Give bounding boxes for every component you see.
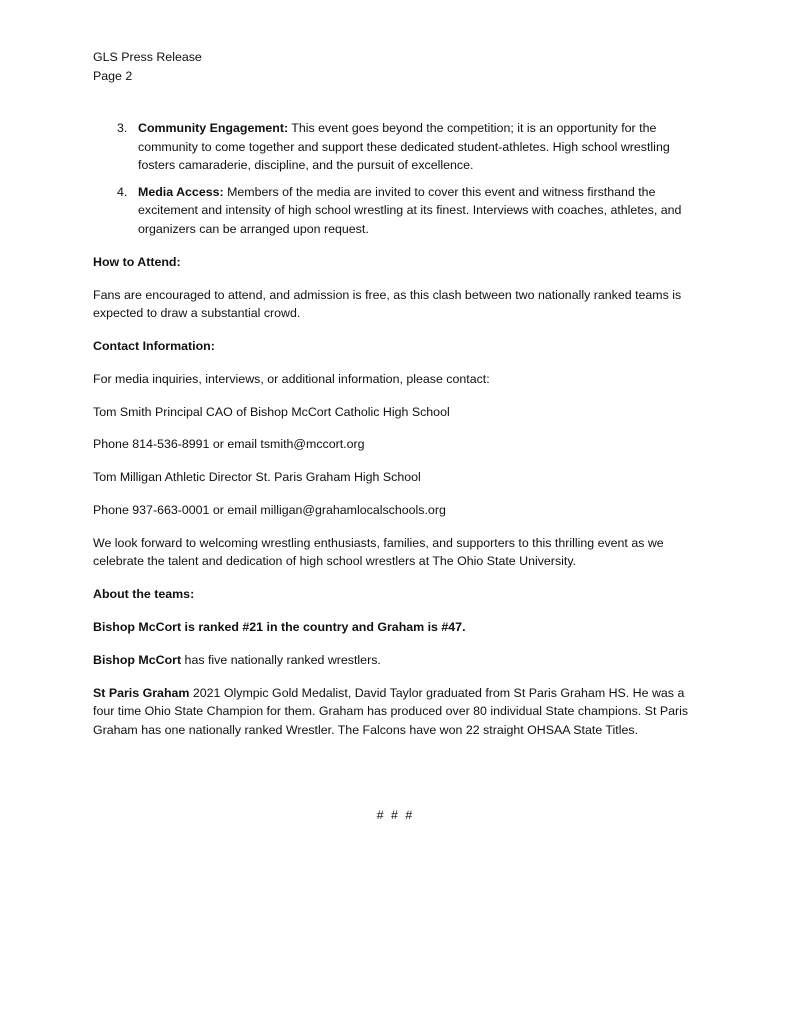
contact-person-1: Tom Smith Principal CAO of Bishop McCort Catholic High School <box>93 404 450 419</box>
list-item-text <box>138 119 703 175</box>
graham-paragraph <box>93 684 703 740</box>
graham-text: 2021 Olympic Gold Medalist, David Taylor graduated from St Paris Graham HS. He was a four time Ohio State Champion for them. Graham has produced over 80 individual State champions. St Paris Graham has one nationally ranked Wrestler. The Falcons have won 22 straight OHSAA State Titles. <box>93 685 689 737</box>
list-item-term: Media Access: <box>138 184 224 199</box>
ranking-statement: Bishop McCort is ranked #21 in the country and Graham is #47. <box>93 619 466 634</box>
mccort-text: has five nationally ranked wrestlers. <box>181 652 381 667</box>
attend-heading: How to Attend: <box>93 255 181 269</box>
list-item <box>93 119 703 175</box>
contact-intro: For media inquiries, interviews, or additional information, please contact: <box>93 371 490 386</box>
contact-phone-2: Phone 937-663-0001 or email milligan@grahamlocalschools.org <box>93 503 446 518</box>
list-item-text <box>138 183 703 239</box>
contact-person-2: Tom Milligan Athletic Director St. Paris Graham High School <box>93 470 421 485</box>
list-number: 4. <box>117 184 128 199</box>
document-body <box>93 253 703 753</box>
closing-paragraph: We look forward to welcoming wrestling enthusiasts, families, and supporters to this thrilling event as we celebrate the talent and dedication of high school wrestlers at The Ohio State University. <box>93 535 664 569</box>
contact-heading: Contact Information: <box>93 339 215 354</box>
end-mark: # # # <box>376 808 415 822</box>
mccort-name: Bishop McCort <box>93 652 182 667</box>
list-item-description: Members of the media are invited to cover this event and witness firsthand the excitement and intensity of high school wrestling at its finest. Interviews with coaches, athletes, and organizers can be arranged upon request. <box>138 184 682 236</box>
graham-name: St Paris Graham <box>93 685 190 700</box>
list-item-term: Community Engagement: <box>138 121 289 135</box>
mccort-paragraph <box>93 651 703 670</box>
list-item-description: This event goes beyond the competition; it is an opportunity for the community to come together and support these dedicated student-athletes. High school wrestling fosters camaraderie, discipline, and the pursuit of excellence. <box>138 121 670 172</box>
attend-paragraph: Fans are encouraged to attend, and admission is free, as this clash between two nationally ranked teams is expected to draw a substantial crowd. <box>93 287 682 321</box>
teams-heading: About the teams: <box>93 587 195 602</box>
page-header <box>93 48 202 85</box>
list-number: 3. <box>117 121 128 135</box>
page-number: Page 2 <box>93 68 133 83</box>
list-item <box>93 183 703 239</box>
contact-phone-1: Phone 814-536-8991 or email tsmith@mccort.org <box>93 437 365 452</box>
numbered-list <box>93 119 703 246</box>
header-title: GLS Press Release <box>93 50 202 64</box>
